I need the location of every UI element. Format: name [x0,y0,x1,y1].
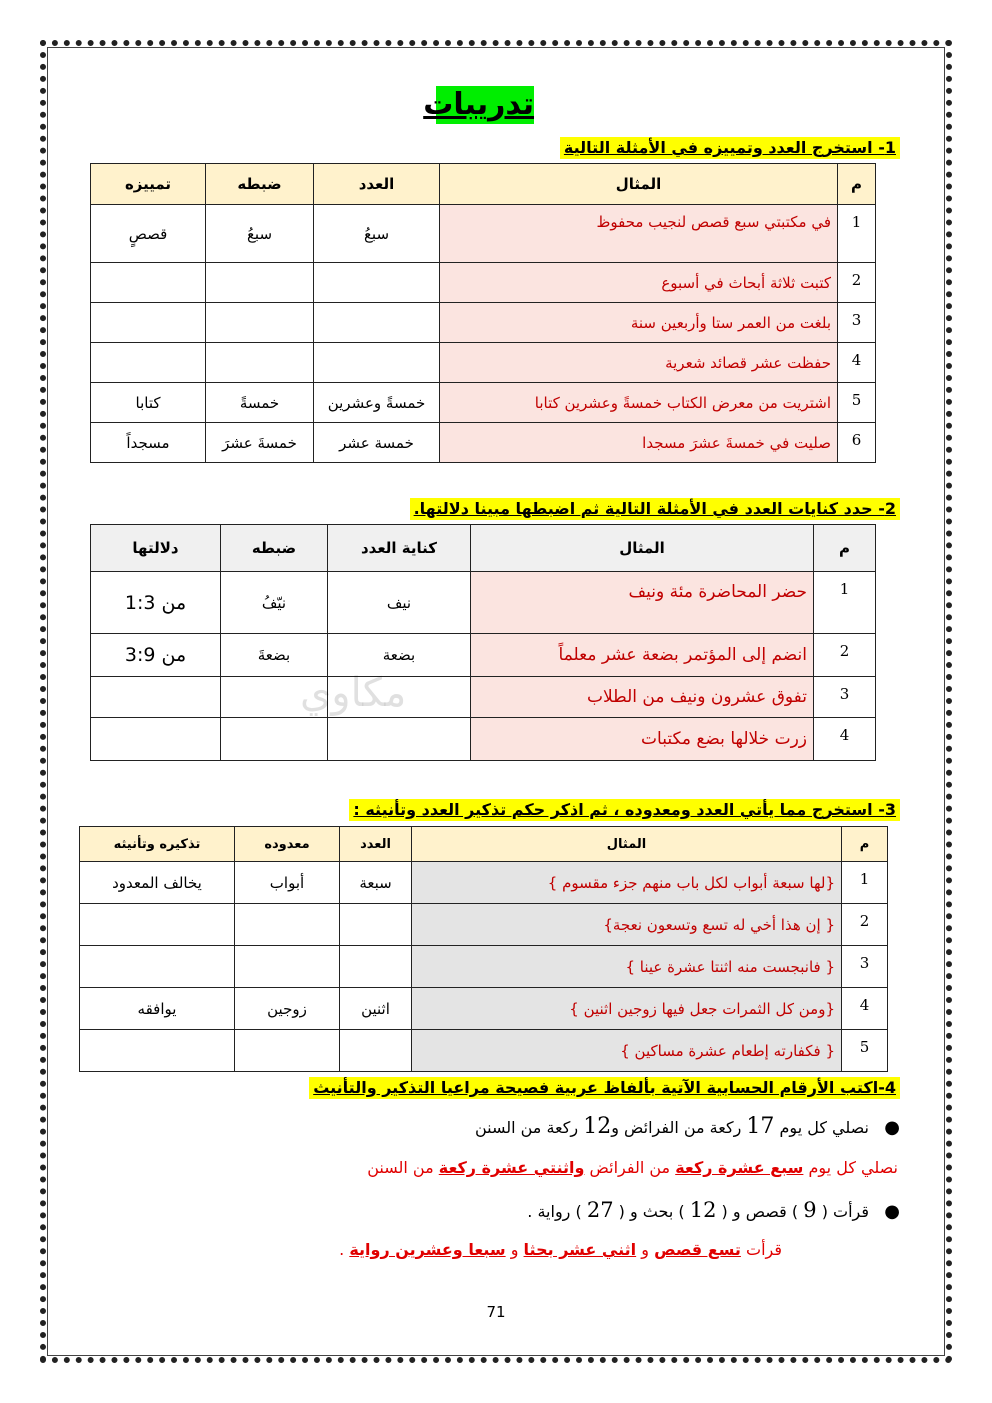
bullet-icon: ● [884,1201,900,1222]
table-row: 4 حفظت عشر قصائد شعرية [91,343,876,383]
table-row: 5 { فكفارته إطعام عشرة مساكين } [80,1030,888,1072]
table-row: 6 صليت في خمسةَ عشرَ مسجدا خمسة عشر خمسةَ عشرَ مسجداً [91,423,876,463]
table-row: 1 حضر المحاضرة مئة ونيف نيف نيّفُ من 1:3 [91,572,876,634]
col-index: م [838,164,876,205]
col-rule: تذكيره وتأنيثه [80,827,235,862]
col-number: العدد [314,164,440,205]
section1-table [90,163,876,463]
table-row: 3 بلغت من العمر ستا وأربعين سنة [91,303,876,343]
table-row: 2 كتبت ثلاثة أبحاث في أسبوع [91,263,876,303]
col-index: م [814,525,876,572]
col-example: المثال [471,525,814,572]
section2-heading: 2- حدد كنايات العدد في الأمثلة التالية ثم اضبطها مبينا دلالتها. [410,498,900,520]
table-row: 1 في مكتبتي سبع قصص لنجيب محفوظ سبعُ سبعُ قصصٍ [91,205,876,263]
col-tamyeez: تمييزه [91,164,206,205]
col-vocal: ضبطه [221,525,328,572]
section2-table [90,524,876,761]
table-header-row [80,827,888,862]
section3-heading: 3- استخرج مما يأتي العدد ومعدوده ، ثم اذكر حكم تذكير العدد وتأنيثه : [349,799,900,821]
table-row: 1 {لها سبعة أبواب لكل باب منهم جزء مقسوم } سبعة أبواب يخالف المعدود [80,862,888,904]
section1-heading: 1- استخرج العدد وتمييزه في الأمثلة التالية [560,137,900,159]
section3-table [79,826,888,1072]
table-row: 4 {ومن كل الثمرات جعل فيها زوجين اثنين } اثنين زوجين يوافقه [80,988,888,1030]
table-row: 3 { فانبجست منه اثنتا عشرة عينا } [80,946,888,988]
table-header-row [91,164,876,205]
answer-1: نصلي كل يوم سبع عشرة ركعة من الفرائض واثنتي عشرة ركعة من السنن [367,1158,898,1177]
table-row: 4 زرت خلالها بضع مكتبات [91,718,876,761]
col-index: م [842,827,888,862]
table-row: 5 اشتريت من معرض الكتاب خمسةً وعشرين كتابا خمسةً وعشرين خمسةً كتابا [91,383,876,423]
page-title: تدريبات [423,87,534,122]
col-example: المثال [412,827,842,862]
table-header-row [91,525,876,572]
col-example: المثال [440,164,838,205]
col-number: العدد [340,827,412,862]
table-row: 2 { إن هذا أخي له تسع وتسعون نعجة} [80,904,888,946]
table-row: 3 تفوق عشرون ونيف من الطلاب [91,677,876,718]
page-number: 71 [486,1303,506,1321]
col-vocal: ضبطه [206,164,314,205]
col-meaning: دلالتها [91,525,221,572]
table-row: 2 انضم إلى المؤتمر بضعة عشر معلماً بضعة بضعةَ من 3:9 [91,634,876,677]
answer-2: قرأت تسع قصص و اثني عشر بحثا و سبعا وعشرين رواية . [339,1240,782,1259]
watermark-text: مكاوي [300,670,407,716]
col-kinaya: كناية العدد [328,525,471,572]
question-1: ● نصلي كل يوم 17 ركعة من الفرائض و12 ركعة من السنن [474,1114,900,1139]
question-2: ● قرأت ( 9 ) قصص و ( 12 ) بحث و ( 27 ) رواية . [527,1198,900,1222]
col-counted: معدوده [235,827,340,862]
bullet-icon: ● [884,1117,900,1138]
section4-heading: 4-اكتب الأرقام الحسابية الآتية بألفاظ عربية فصيحة مراعيا التذكير والتأنيث [309,1077,900,1099]
